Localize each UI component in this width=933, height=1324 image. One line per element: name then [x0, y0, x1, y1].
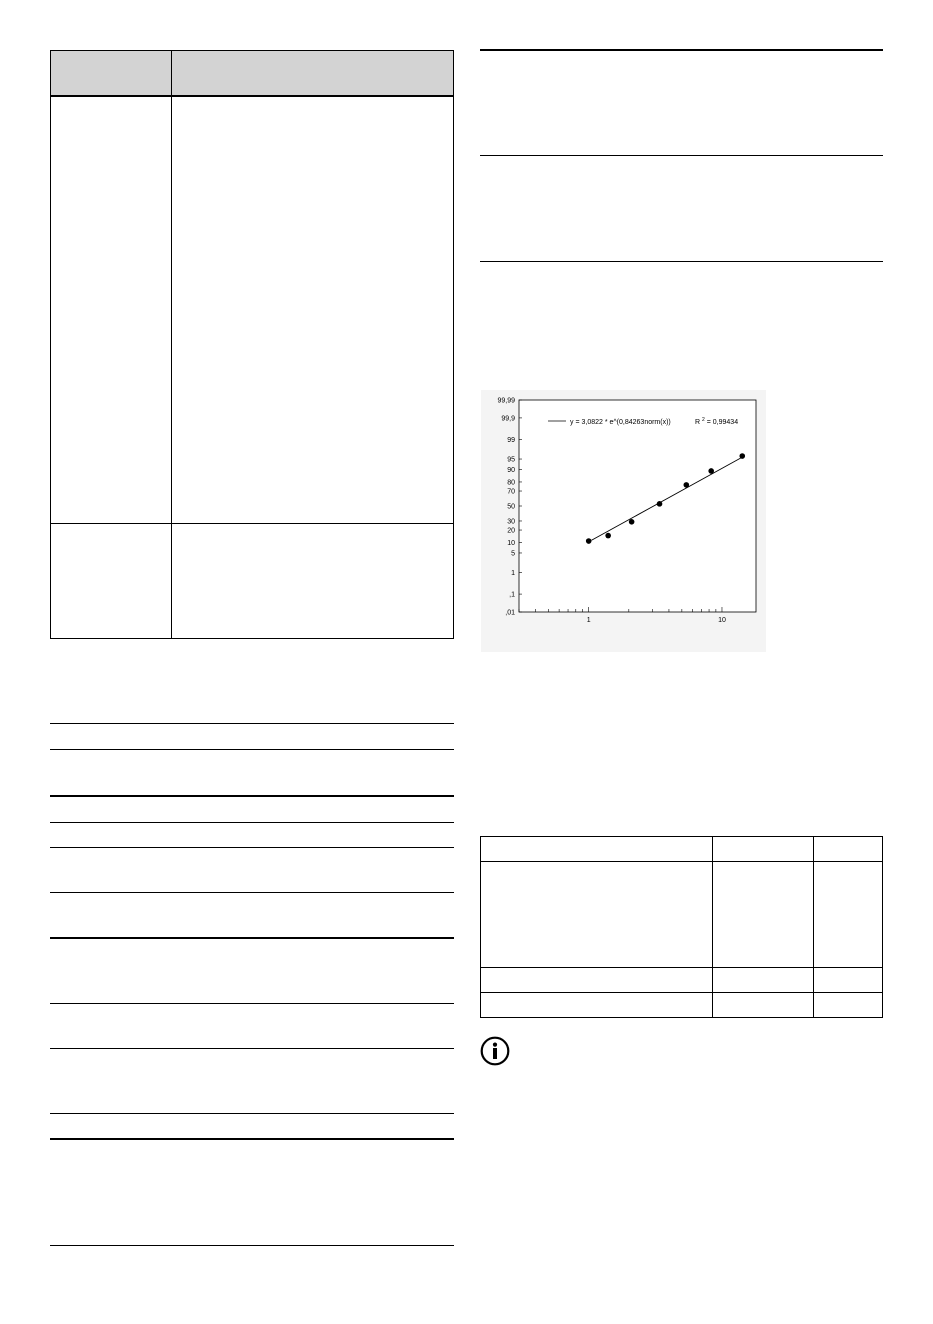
rule-line: [50, 1138, 454, 1140]
y-tick-label: 95: [507, 456, 515, 464]
y-tick-label: 5: [511, 550, 515, 558]
data-table: [480, 836, 883, 1018]
legend-r2-r: R: [695, 419, 701, 426]
y-tick-label: 99,9: [501, 415, 515, 423]
rule-line: [50, 937, 454, 939]
rule-line: [50, 847, 454, 848]
rule-line: [50, 822, 454, 823]
rule-line: [480, 155, 883, 156]
rule-line: [480, 49, 883, 51]
rule-line: [50, 1245, 454, 1246]
data-point: [684, 482, 690, 488]
data-point: [605, 533, 611, 539]
y-tick-label: 80: [507, 479, 515, 487]
y-tick-label: 30: [507, 518, 515, 526]
y-tick-label: 99,99: [497, 397, 515, 405]
data-table-row-divider: [481, 861, 882, 862]
data-point: [708, 468, 714, 474]
legend-r2-sup: 2: [702, 417, 705, 423]
spec-table-header: [51, 51, 453, 97]
legend-r2-value: = 0,99434: [706, 419, 739, 426]
x-tick-label: 10: [718, 617, 726, 624]
rule-line: [50, 723, 454, 724]
plot-area: [519, 400, 756, 612]
rule-line: [50, 1003, 454, 1004]
rule-line: [50, 795, 454, 797]
rule-line: [50, 749, 454, 750]
y-tick-label: 99: [507, 437, 515, 445]
chart-svg: [481, 390, 766, 652]
rule-line: [480, 261, 883, 262]
rule-line: [50, 1113, 454, 1114]
y-tick-label: 70: [507, 488, 515, 496]
y-tick-label: ,01: [505, 609, 515, 617]
legend-equation: y = 3,0822 * e^(0,84263norm(x)): [570, 419, 671, 426]
data-table-row-divider: [481, 992, 882, 993]
data-point: [629, 519, 635, 525]
rule-line: [50, 1048, 454, 1049]
spec-table-row-divider: [51, 523, 453, 524]
data-table-row-divider: [481, 967, 882, 968]
y-tick-label: 50: [507, 503, 515, 511]
data-table-column-divider: [813, 837, 814, 1017]
y-tick-label: 1: [511, 569, 515, 577]
data-table-column-divider: [712, 837, 713, 1017]
x-tick-label: 1: [586, 617, 591, 624]
rule-line: [50, 892, 454, 893]
weibull-chart: [481, 390, 766, 652]
y-tick-label: 10: [507, 540, 515, 548]
spec-table-column-divider: [171, 51, 172, 638]
spec-table: [50, 50, 454, 639]
data-point: [586, 538, 592, 544]
y-tick-label: ,1: [509, 591, 515, 599]
info-icon: [480, 1036, 510, 1066]
data-point: [739, 453, 745, 459]
y-tick-label: 20: [507, 527, 515, 535]
y-tick-label: 90: [507, 466, 515, 474]
data-point: [657, 501, 663, 507]
